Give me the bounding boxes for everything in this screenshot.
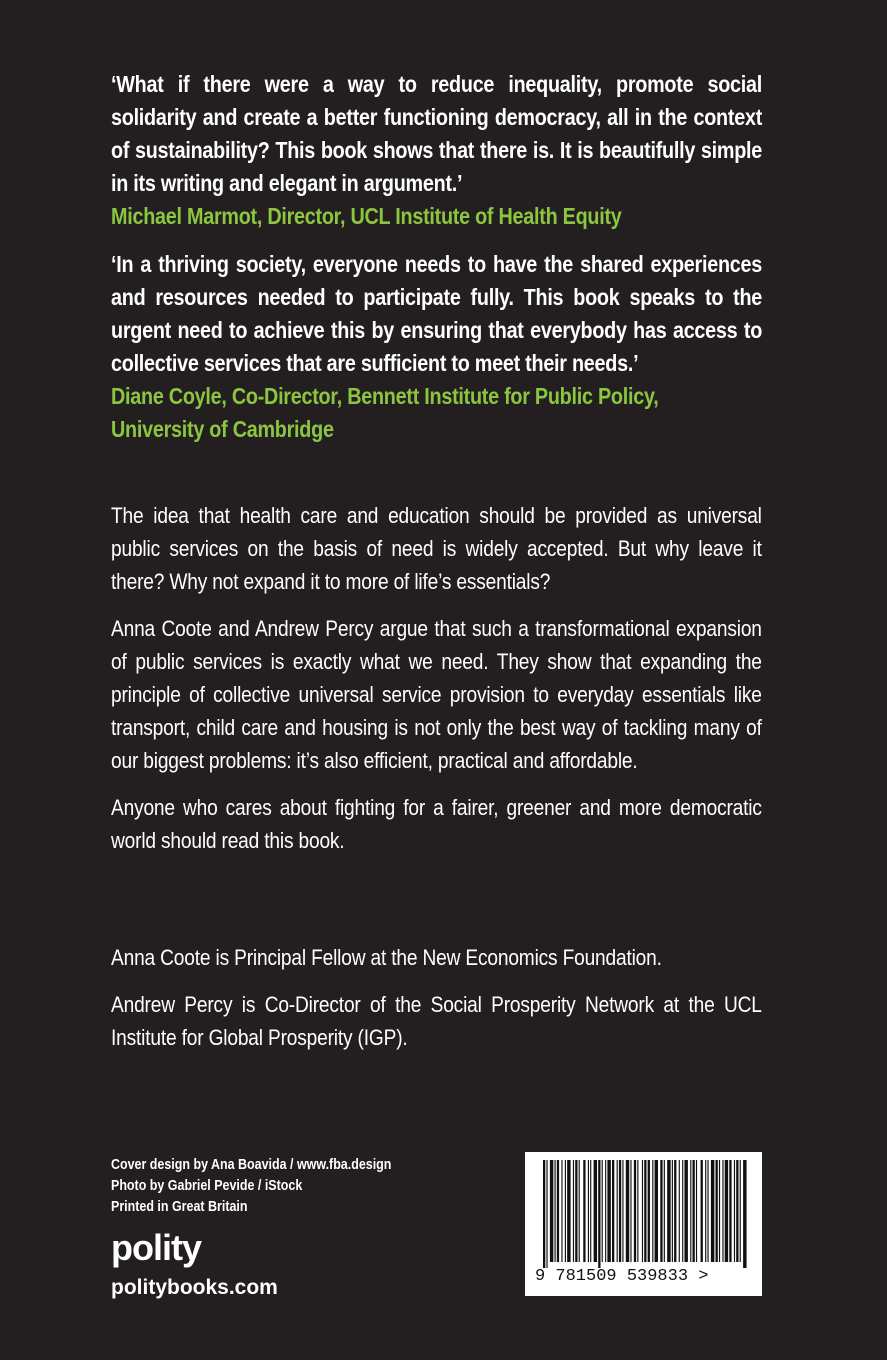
barcode-bar	[736, 1160, 738, 1262]
publisher-logo: polity	[111, 1227, 201, 1268]
barcode-bar	[573, 1160, 574, 1262]
author-bio-2: Andrew Percy is Co-Director of the Social Prosperity Network at the UCL Institute for Global Prosperity (IGP).	[111, 992, 762, 1050]
barcode-bar	[705, 1160, 706, 1262]
barcode-bar	[716, 1160, 718, 1262]
barcode-bar	[642, 1160, 643, 1262]
barcode-bar	[693, 1160, 695, 1262]
barcode-bar	[546, 1160, 547, 1268]
barcode-bar	[561, 1160, 562, 1262]
barcode-bar	[679, 1160, 680, 1262]
barcode-bar	[555, 1160, 556, 1262]
barcode-bar	[655, 1160, 658, 1262]
author-bios	[111, 941, 762, 1068]
barcode-bar	[607, 1160, 610, 1262]
barcode-bar	[644, 1160, 646, 1262]
barcode-bar	[674, 1160, 676, 1262]
barcode-bar	[648, 1160, 650, 1262]
barcode-bar	[567, 1160, 570, 1262]
barcode-bar	[684, 1160, 687, 1262]
book-description	[111, 499, 762, 871]
barcode-bar	[588, 1160, 589, 1262]
publisher-website: politybooks.com	[111, 1276, 278, 1299]
barcode-bar	[652, 1160, 653, 1262]
barcode-bar	[583, 1160, 585, 1262]
barcode-bar	[701, 1160, 703, 1262]
barcode-bar	[696, 1160, 697, 1262]
barcode-bar	[622, 1160, 623, 1262]
barcode-bar	[590, 1160, 591, 1262]
barcode-bar	[579, 1160, 580, 1262]
isbn-barcode	[525, 1152, 762, 1296]
endorsement-quote-2: ‘In a thriving society, everyone needs to have the shared experiences and resources needed to participate fully. This book speaks to the urgent need to achieve this by ensuring that everybody has access to collective services that are sufficient to meet their needs.’	[111, 251, 763, 376]
barcode-bar	[637, 1160, 638, 1262]
barcode-bar	[605, 1160, 606, 1262]
barcode-bar	[734, 1160, 735, 1262]
barcode-bar	[725, 1160, 728, 1262]
barcode-bar	[550, 1160, 553, 1262]
credit-cover-design: Cover design by Ana Boavida / www.fba.design	[111, 1157, 392, 1173]
author-bio-1: Anna Coote is Principal Fellow at the New Economics Foundation.	[111, 945, 662, 970]
barcode-bar	[557, 1160, 559, 1262]
barcode-bar	[543, 1160, 545, 1268]
barcode-bar	[711, 1160, 714, 1262]
barcode-bar	[690, 1160, 691, 1262]
barcode-bar	[612, 1160, 614, 1262]
credits	[111, 1155, 491, 1218]
description-paragraph-2: Anna Coote and Andrew Percy argue that such a transformational expansion of public services is exactly what we need. They show that expanding the principle of collective universal service provision to everyday essentials like transport, child care and housing is not only the best way of tackling many of our biggest problems: it’s also efficient, practical and affordable.	[111, 616, 762, 773]
description-paragraph-1: The idea that health care and education should be provided as universal public services on the basis of need is widely accepted. But why leave it there? Why not expand it to more of life’s essentials?	[111, 503, 762, 594]
barcode-bar	[740, 1160, 741, 1262]
barcode-bar	[667, 1160, 670, 1262]
barcode-bar	[619, 1160, 621, 1262]
endorsement-attribution-1: Michael Marmot, Director, UCL Institute of Health Equity	[111, 203, 622, 229]
endorsement-quote-1: ‘What if there were a way to reduce inequality, promote social solidarity and create a better functioning democracy, all in the context of sustainability? This book shows that there is. It is beautifully simple in its writing and elegant in argument.’	[111, 71, 763, 196]
barcode-bar	[565, 1160, 566, 1262]
description-paragraph-3: Anyone who cares about fighting for a fairer, greener and more democratic world should read this book.	[111, 795, 762, 853]
barcode-bar	[626, 1160, 629, 1262]
endorsement-attribution-2-line-2: University of Cambridge	[111, 416, 334, 442]
barcode-bar	[630, 1160, 631, 1262]
barcode-bar	[634, 1160, 636, 1262]
barcode-bar	[707, 1160, 708, 1262]
endorsement-attribution-2-line-1: Diane Coyle, Co-Director, Bennett Institute for Public Policy,	[111, 383, 659, 409]
barcode-bar	[660, 1160, 662, 1262]
endorsement-attribution-2	[111, 380, 762, 446]
barcode-bar	[664, 1160, 665, 1262]
credit-photo: Photo by Gabriel Pevide / iStock	[111, 1178, 303, 1194]
barcode-bar	[617, 1160, 618, 1262]
barcode-bar	[729, 1160, 731, 1262]
credit-printed: Printed in Great Britain	[111, 1199, 248, 1215]
barcode-bar	[672, 1160, 673, 1262]
barcode-bar	[575, 1160, 577, 1262]
barcode-bar	[602, 1160, 603, 1262]
barcode-bar	[598, 1160, 600, 1268]
endorsements	[111, 68, 762, 446]
barcode-bar	[743, 1160, 746, 1268]
barcode-bar	[682, 1160, 683, 1262]
isbn-number: 9 781509 539833 >	[535, 1267, 709, 1286]
barcode-bar	[719, 1160, 720, 1262]
barcode-bar	[594, 1160, 597, 1262]
barcode-bar	[722, 1160, 723, 1262]
